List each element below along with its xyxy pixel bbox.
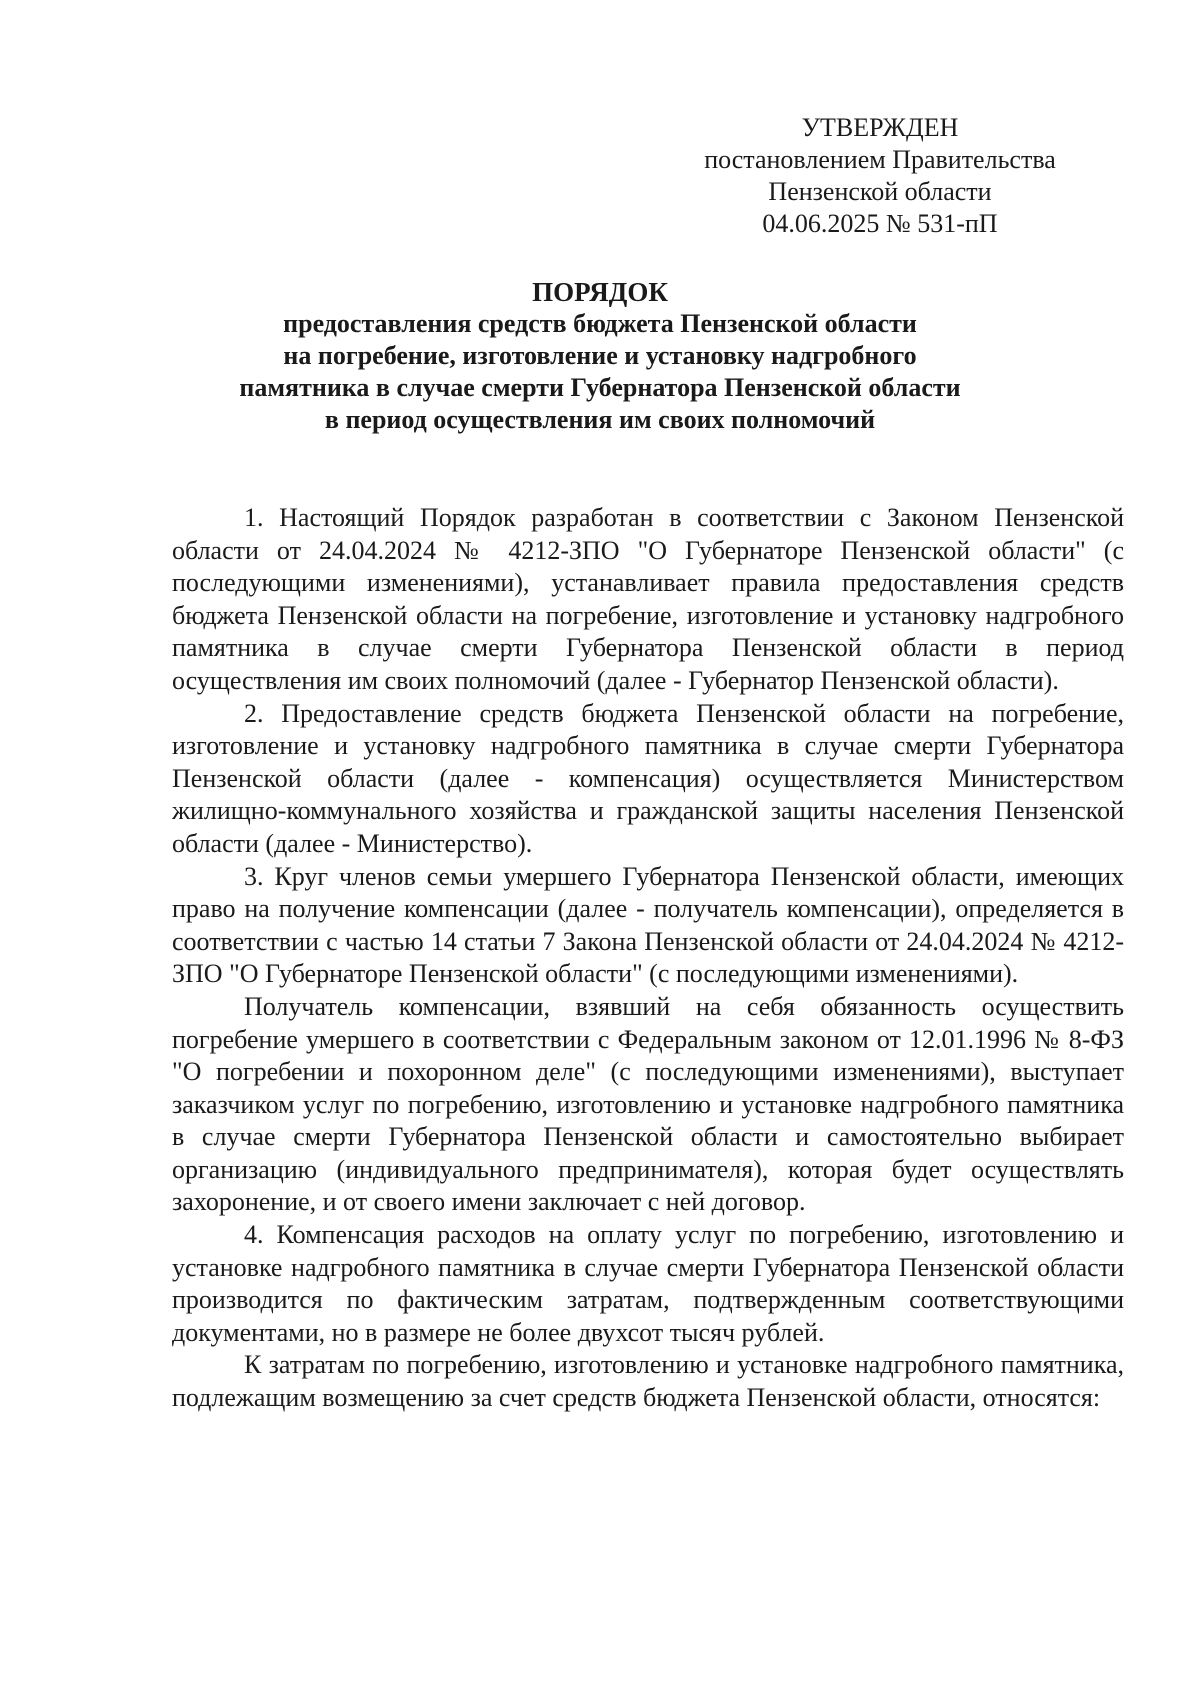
approval-date-number: 04.06.2025 № 531-пП	[762, 209, 998, 238]
approval-region: Пензенской области	[768, 177, 992, 206]
paragraph-1: 1. Настоящий Порядок разработан в соответствии с Законом Пензенской области от 24.04.2024 № 4212-ЗПО "О Губернаторе Пензенской области" (с последующими изменениями), устанавливает правила предоставления средств бюджета Пензенской области на погребение, изготовление и установку надгробного памятника в случае смерти Губернатора Пензенской области в период осуществления им своих полномочий (далее - Губернатор Пензенской области).	[172, 503, 1124, 695]
document-body	[172, 502, 1124, 1415]
approval-status: УТВЕРЖДЕН	[801, 113, 959, 142]
paragraph-2: 2. Предоставление средств бюджета Пензенской области на погребение, изготовление и установку надгробного памятника в случае смерти Губернатора Пензенской области (далее - компенсация) осуществляется Министерством жилищно-коммунального хозяйства и гражданской защиты населения Пензенской области (далее - Министерство).	[172, 698, 1124, 858]
approval-stamp	[660, 112, 1100, 240]
document-subtitle-line-4: в период осуществления им своих полномочий	[324, 405, 876, 434]
document-title: ПОРЯДОК	[532, 277, 668, 307]
approval-authority: постановлением Правительства	[704, 145, 1056, 174]
paragraph-3: 3. Круг членов семьи умершего Губернатора Пензенской области, имеющих право на получение компенсации (далее - получатель компенсации), определяется в соответствии с частью 14 статьи 7 Закона Пензенской области от 24.04.2024 № 4212-ЗПО "О Губернаторе Пензенской области" (с последующими изменениями).	[172, 861, 1124, 989]
document-subtitle-line-1: предоставления средств бюджета Пензенской области	[283, 309, 917, 338]
document-subtitle-line-2: на погребение, изготовление и установку надгробного	[283, 341, 917, 370]
document-title-block	[160, 276, 1040, 436]
paragraph-4: 4. Компенсация расходов на оплату услуг по погребению, изготовлению и установке надгробного памятника в случае смерти Губернатора Пензенской области производится по фактическим затратам, подтвержденным соответствующими документами, но в размере не более двухсот тысяч рублей.	[172, 1220, 1124, 1347]
paragraph-4-continued: К затратам по погребению, изготовлению и установке надгробного памятника, подлежащим возмещению за счет средств бюджета Пензенской области, относятся:	[172, 1350, 1124, 1413]
document-subtitle-line-3: памятника в случае смерти Губернатора Пензенской области	[239, 373, 961, 402]
paragraph-3-continued: Получатель компенсации, взявший на себя обязанность осуществить погребение умершего в соответствии с Федеральным законом от 12.01.1996 № 8-ФЗ "О погребении и похоронном деле" (с последующими изменениями), выступает заказчиком услуг по погребению, изготовлению и установке надгробного памятника в случае смерти Губернатора Пензенской области и самостоятельно выбирает организацию (индивидуального предпринимателя), которая будет осуществлять захоронение, и от своего имени заключает с ней договор.	[172, 991, 1124, 1217]
